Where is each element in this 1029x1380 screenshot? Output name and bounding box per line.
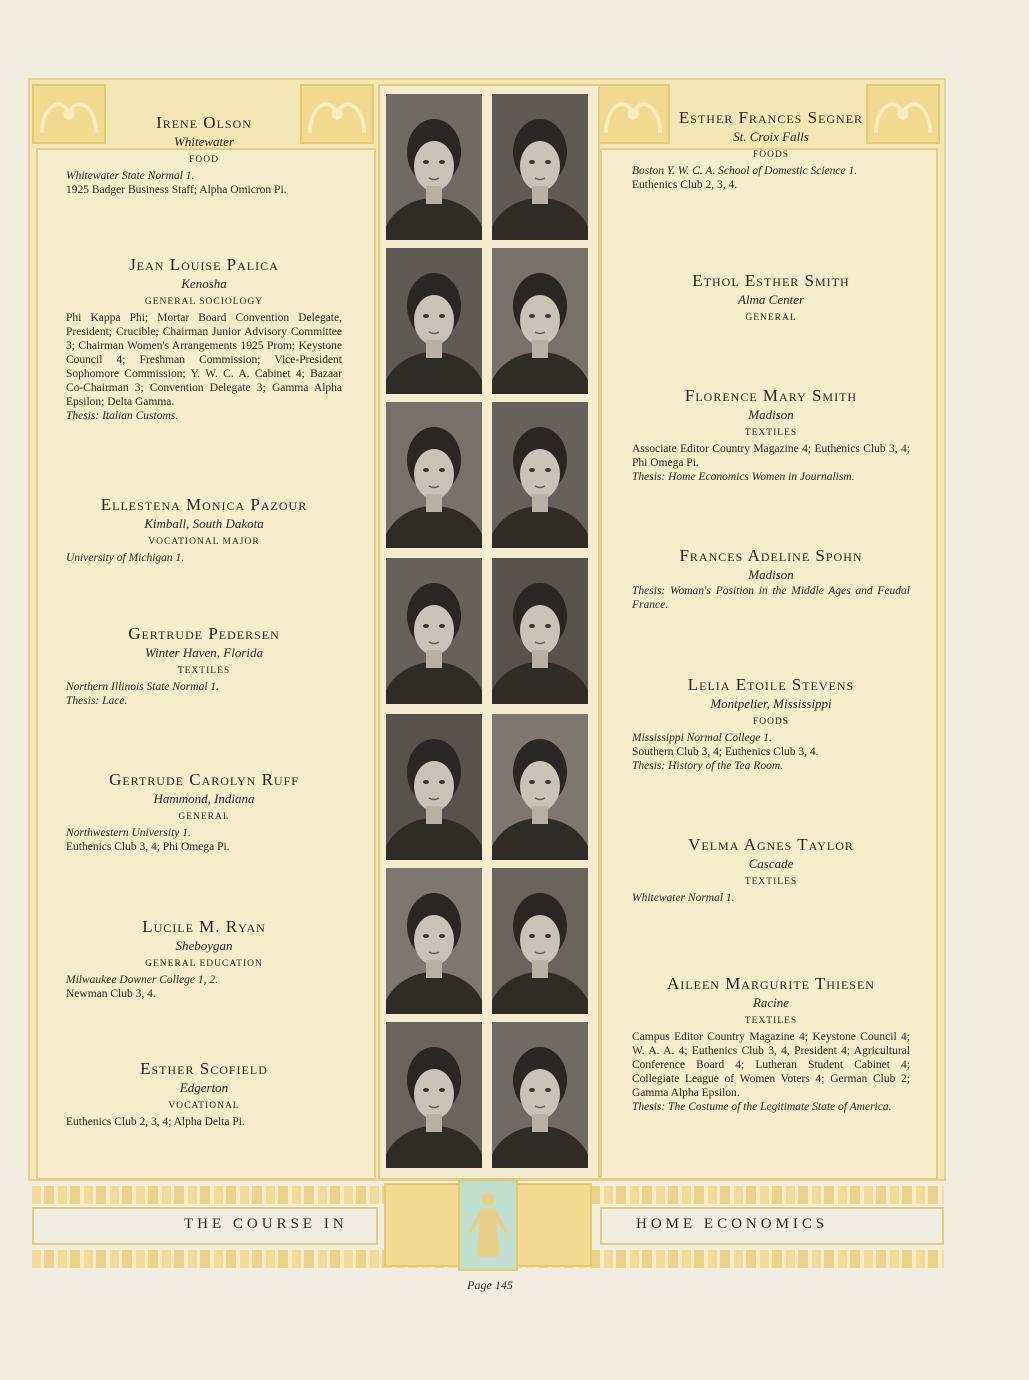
student-name: Frances Adeline Spohn [679,546,863,565]
student-name: Gertrude Pedersen [128,624,280,643]
emblem-figure-panel [458,1179,518,1271]
portrait-photo [386,868,482,1014]
student-name: Irene Olson [156,113,252,132]
student-hometown: Montpelier, Mississippi [710,696,832,711]
student-course: TEXTILES [177,666,231,676]
student-course: FOOD [189,155,219,165]
left-entry [66,113,342,197]
student-detail: Thesis: Lace. [66,695,128,707]
portrait-photo [492,714,588,860]
student-detail: Milwaukee Downer College 1, 2. [66,974,219,986]
student-hometown: Racine [752,995,790,1010]
footer-right-text: HOME ECONOMICS [636,1216,829,1232]
student-detail: Mississippi Normal College 1. [632,732,772,744]
student-detail: Northwestern University 1. [66,827,191,839]
left-entry [66,917,342,1001]
student-detail: Whitewater State Normal 1. [66,170,195,182]
left-entry [66,624,342,708]
student-detail: Newman Club 3, 4. [66,988,156,1000]
right-entry [632,271,910,327]
student-detail: Thesis: The Costume of the Legitimate State of America. [632,1101,892,1113]
student-hometown: Kenosha [181,276,227,291]
portrait-photo [492,248,588,394]
student-name: Jean Louise Palica [129,255,279,274]
portrait-photo [492,1022,588,1168]
right-entry [632,675,910,773]
portrait-photo [386,558,482,704]
figure-icon [460,1181,516,1269]
portrait-photo [386,94,482,240]
student-detail: University of Michigan 1. [66,552,185,564]
student-name: Ellestena Monica Pazour [100,495,308,514]
student-detail: Thesis: Home Economics Women in Journalism. [632,471,855,483]
student-hometown: Madison [748,407,794,422]
student-hometown: Winter Haven, Florida [144,645,264,660]
student-hometown: Hammond, Indiana [153,791,255,806]
student-name: Gertrude Carolyn Ruff [109,770,299,789]
student-course: FOODS [752,717,790,727]
student-detail: Euthenics Club 3, 4; Phi Omega Pi. [66,841,230,853]
student-detail: Euthenics Club 2, 3, 4. [632,179,738,191]
student-course: GENERAL SOCIOLOGY [144,297,264,307]
student-hometown: St. Croix Falls [733,129,809,144]
right-entry [632,386,910,484]
student-course: GENERAL EDUCATION [145,959,263,969]
student-hometown: Whitewater [174,134,234,149]
left-entry [66,1059,342,1129]
student-hometown: Kimball, South Dakota [144,516,264,531]
student-hometown: Sheboygan [175,938,233,953]
left-entry [66,255,342,423]
student-hometown: Edgerton [179,1080,229,1095]
student-course: GENERAL [745,313,797,323]
student-course: VOCATIONAL MAJOR [148,537,260,547]
right-entry [632,108,910,192]
student-detail: 1925 Badger Business Staff; Alpha Omicron Pi. [66,184,287,196]
student-detail: Associate Editor Country Magazine 4; Euthenics Club 3, 4; Phi Omega Pi. [632,443,910,469]
student-name: Esther Frances Segner [678,108,864,127]
student-detail: Euthenics Club 2, 3, 4; Alpha Delta Pi. [66,1116,245,1128]
student-name: Aileen Margurite Thiesen [667,974,875,993]
student-name: Florence Mary Smith [684,386,858,405]
student-name: Lucile M. Ryan [142,917,266,936]
right-entry [632,974,910,1114]
right-entry [632,835,910,905]
student-name: Velma Agnes Taylor [688,835,854,854]
student-detail: Northern Illinois State Normal 1. [66,681,220,693]
student-course: TEXTILES [744,1016,798,1026]
student-detail: Boston Y. W. C. A. School of Domestic Science 1. [632,165,858,177]
portrait-photo [492,402,588,548]
left-entry [66,770,342,854]
student-detail: Thesis: History of the Tea Room. [632,760,783,772]
portrait-photo [386,714,482,860]
student-name: Esther Scofield [140,1059,268,1078]
portrait-photo [386,248,482,394]
student-course: FOODS [752,150,790,160]
student-detail: Whitewater Normal 1. [632,892,735,904]
portrait-photo [492,94,588,240]
student-course: VOCATIONAL [168,1101,240,1111]
portrait-photo [386,402,482,548]
student-detail: Thesis: Woman's Position in the Middle Ages and Feudal France. [632,585,910,611]
left-entry [66,495,342,565]
student-detail: Southern Club 3, 4; Euthenics Club 3, 4. [632,746,819,758]
student-detail: Campus Editor Country Magazine 4; Keystone Council 4; W. A. A. 4; Euthenics Club 3, 4, President 4; Agricultural Conference Board 4; Lutheran Student Cabinet 4; Collegiate League of Women Voters 4; German Club 2; Gamma Alpha Epsilon. [632,1031,910,1099]
page-number: Page 145 [467,1278,513,1292]
student-detail: Thesis: Italian Customs. [66,410,179,422]
student-course: TEXTILES [744,428,798,438]
student-hometown: Madison [748,567,794,582]
student-hometown: Cascade [748,856,794,871]
portrait-photo [386,1022,482,1168]
right-entry [632,546,910,612]
student-course: TEXTILES [744,877,798,887]
student-detail: Phi Kappa Phi; Mortar Board Convention Delegate, President; Crucible; Chairman Junior Advisory Committee 3; Chairman Women's Arrangements 1925 Prom; Keystone Council 4; Freshman Commission; Vice-President Sophomore Commission; Y. W. C. A. Cabinet 4; Bazaar Co-Chairman 3; Convention Delegate 3; Gamma Alpha Epsilon; Delta Gamma. [66,312,342,408]
footer-left-text: THE COURSE IN [184,1216,348,1232]
student-name: Lelia Etoile Stevens [687,675,855,694]
student-name: Ethol Esther Smith [692,271,850,290]
portrait-photo [492,868,588,1014]
portrait-photo [492,558,588,704]
student-hometown: Alma Center [737,292,805,307]
student-course: GENERAL [178,812,230,822]
